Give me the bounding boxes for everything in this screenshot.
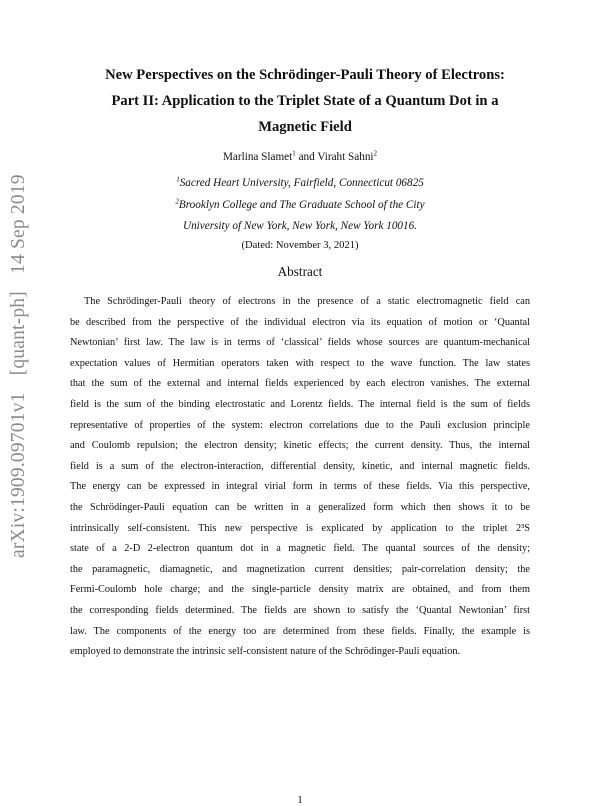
abstract-line: that the sum of the external and internal fields experienced by each electron vanishes. The external (70, 378, 530, 390)
abstract-line: expectation values of Hermitian operators taken with respect to the wave function. The law states (70, 357, 530, 369)
title-line-1: New Perspectives on the Schrödinger-Pauli Theory of Electrons: (105, 67, 505, 83)
title-line-3: Magnetic Field (258, 119, 352, 135)
affiliation-2 (0, 198, 600, 213)
abstract-line: state of a 2-D 2-electron quantum dot in a magnetic field. The quantal sources of the density; (70, 543, 530, 555)
affiliation-mark: 1 (292, 149, 296, 158)
affiliation-text: Sacred Heart University, Fairfield, Connecticut 06825 (179, 177, 424, 189)
abstract-line: representative of properties of the system: electron correlations due to the Pauli exclusion principle (70, 419, 530, 431)
abstract-line: the Schrödinger-Pauli equation can be written in a generalized form which then shows it to be (70, 501, 530, 513)
arxiv-category: [quant-ph] (8, 291, 29, 376)
arxiv-identifier-stamp[interactable] (8, 174, 30, 558)
abstract-body (70, 292, 530, 663)
abstract-line: intrinsically self-consistent. This new perspective is explicated by application to the triplet 2³S (70, 522, 530, 534)
author-name: Viraht Sahni (317, 151, 374, 163)
abstract-line: Fermi-Coulomb hole charge; and the single-particle density matrix are obtained, and from them (70, 584, 530, 596)
abstract-line: field is the sum of the binding electrostatic and Lorentz fields. The internal field is the sum of fields (70, 398, 530, 410)
paper-title (70, 62, 540, 140)
title-line-2: Part II: Application to the Triplet State of a Quantum Dot in a (111, 93, 499, 109)
affiliation-1 (0, 176, 600, 191)
abstract-line: field is a sum of the electron-interaction, differential density, kinetic, and internal magnetic fields. (70, 460, 530, 472)
dated-line: (Dated: November 3, 2021) (241, 240, 359, 251)
abstract-line: The Schrödinger-Pauli theory of electrons in the presence of a static electromagnetic field can (84, 296, 530, 307)
abstract-line: the corresponding fields determined. The fields are shown to satisfy the ‘Quantal Newtonian’ first (70, 604, 530, 616)
author-conjunction: and (298, 151, 315, 163)
abstract-line: the paramagnetic, diamagnetic, and magnetization current densities; pair-correlation density; the (70, 563, 530, 575)
affiliation-mark: 2 (373, 149, 378, 158)
author-list (0, 150, 600, 165)
abstract-line: The energy can be expressed in integral virial form in terms of these fields. Via this perspective, (70, 481, 530, 493)
abstract-line: be described from the perspective of the individual electron via its equation of motion or ‘Quantal (70, 316, 530, 328)
abstract-line: and Coulomb repulsion; the electron density; kinetic effects; the current density. Thus, the internal (70, 440, 530, 452)
affiliation-text: Brooklyn College and The Graduate School of the City (178, 199, 425, 211)
abstract-heading: Abstract (277, 264, 323, 279)
affiliation-mark: 2 (175, 197, 179, 206)
page-number: 1 (297, 794, 303, 806)
abstract-line: employed to demonstrate the intrinsic self-consistent nature of the Schrödinger-Pauli equation. (70, 646, 461, 658)
abstract-line: Newtonian’ first law. The law is in terms of ‘classical’ fields whose sources are quantum-mechanical (70, 337, 530, 349)
affiliation-mark: 1 (176, 175, 180, 184)
arxiv-date: 14 Sep 2019 (8, 174, 29, 274)
arxiv-id: arXiv:1909.09701v1 (8, 392, 29, 558)
affiliation-2-continued: University of New York, New York, New York 10016. (182, 220, 418, 232)
abstract-line: law. The components of the energy too are determined from these fields. Finally, the example is (70, 625, 530, 637)
author-name: Marlina Slamet (222, 151, 293, 163)
